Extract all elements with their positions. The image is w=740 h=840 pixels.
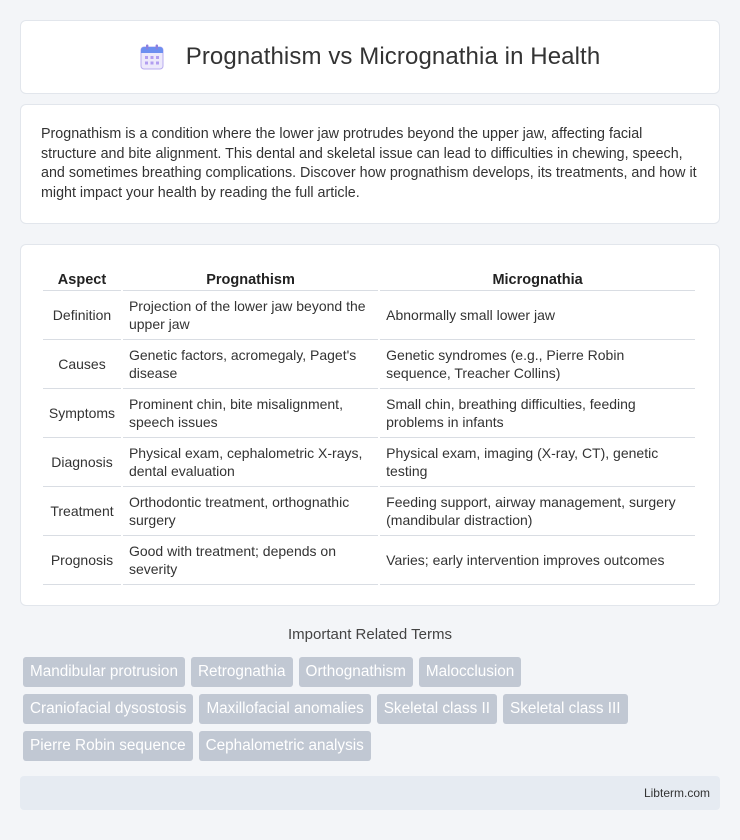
footer-site-link[interactable]: Libterm.com [643,786,710,800]
tag-skeletal-class-iii[interactable]: Skeletal class III [503,694,628,724]
tag-cephalometric-analysis[interactable]: Cephalometric analysis [199,731,371,761]
row-micrognathia: Varies; early intervention improves outcomes [380,536,695,585]
row-prognathism: Genetic factors, acromegaly, Paget's disease [123,340,378,389]
table-row [43,291,695,340]
header-aspect: Aspect [43,267,121,291]
calendar-icon [140,44,164,70]
row-aspect: Definition [43,291,121,340]
row-aspect: Diagnosis [43,438,121,487]
row-aspect: Treatment [43,487,121,536]
table-row [43,389,695,438]
row-prognathism: Orthodontic treatment, orthognathic surgery [123,487,378,536]
tag-maxillofacial-anomalies[interactable]: Maxillofacial anomalies [199,694,370,724]
row-prognathism: Good with treatment; depends on severity [123,536,378,585]
page-title: Prognathism vs Micrognathia in Health [185,43,601,70]
related-terms-section [0,626,740,657]
tag-retrognathia[interactable]: Retrognathia [191,657,293,687]
row-micrognathia: Physical exam, imaging (X-ray, CT), genetic testing [380,438,695,487]
intro-card [20,104,720,224]
row-aspect: Causes [43,340,121,389]
tag-mandibular-protrusion[interactable]: Mandibular protrusion [23,657,185,687]
row-micrognathia: Abnormally small lower jaw [380,291,695,340]
related-terms-tags [23,657,683,761]
row-aspect: Prognosis [43,536,121,585]
row-prognathism: Physical exam, cephalometric X-rays, dental evaluation [123,438,378,487]
table-row [43,487,695,536]
intro-text: Prognathism is a condition where the lower jaw protrudes beyond the upper jaw, affecting facial structure and bite alignment. This dental and skeletal issue can lead to difficulties in chewing, speech, and sometimes breathing complications. Discover how prognathism develops, its treatments, and how it might impact your health by reading the full article. [41,126,697,201]
header-prognathism: Prognathism [123,267,378,291]
row-micrognathia: Feeding support, airway management, surgery (mandibular distraction) [380,487,695,536]
row-micrognathia: Small chin, breathing difficulties, feeding problems in infants [380,389,695,438]
table-row [43,536,695,585]
tag-skeletal-class-ii[interactable]: Skeletal class II [377,694,497,724]
footer [20,776,720,810]
header-card [20,20,720,94]
related-terms-title: Important Related Terms [288,626,452,643]
tag-orthognathism[interactable]: Orthognathism [299,657,413,687]
row-micrognathia: Genetic syndromes (e.g., Pierre Robin sequence, Treacher Collins) [380,340,695,389]
table-row [43,438,695,487]
row-aspect: Symptoms [43,389,121,438]
tag-pierre-robin-sequence[interactable]: Pierre Robin sequence [23,731,193,761]
tag-craniofacial-dysostosis[interactable]: Craniofacial dysostosis [23,694,193,724]
table-header-row [43,267,695,291]
row-prognathism: Prominent chin, bite misalignment, speech issues [123,389,378,438]
comparison-table-card [20,244,720,606]
row-prognathism: Projection of the lower jaw beyond the upper jaw [123,291,378,340]
header-micrognathia: Micrognathia [380,267,695,291]
tag-malocclusion[interactable]: Malocclusion [419,657,521,687]
comparison-table [41,267,697,585]
table-row [43,340,695,389]
